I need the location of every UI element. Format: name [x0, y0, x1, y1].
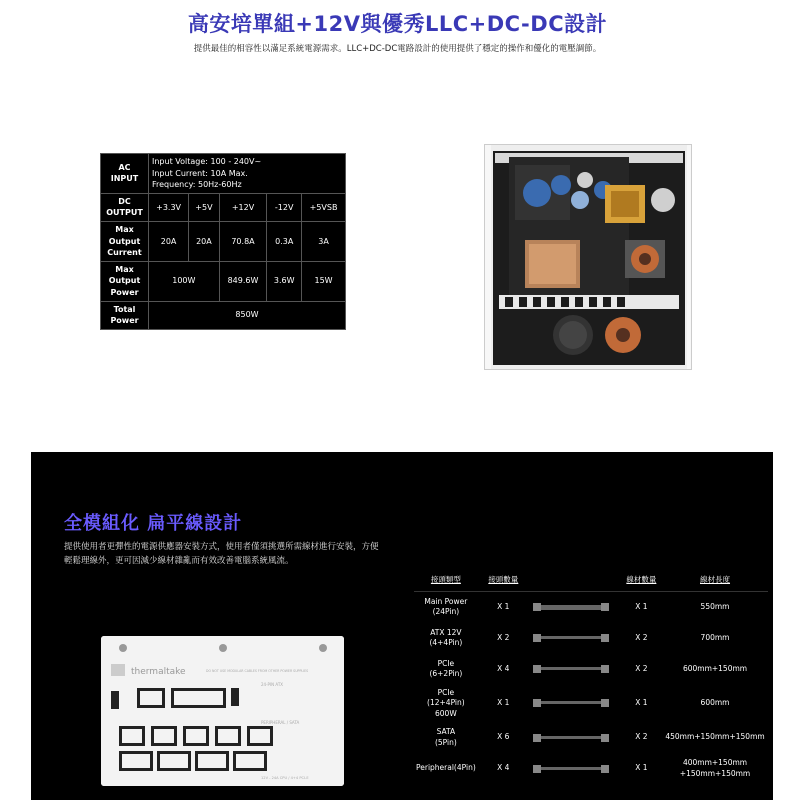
cable-icon: [531, 695, 611, 711]
spec-ac-line: Input Voltage: 100 - 240V~: [152, 157, 262, 166]
psu-back-atx-label: 24-PIN ATX: [261, 682, 283, 687]
spec-row-ac: [101, 154, 346, 194]
spec-ac-line: Input Current: 10A Max.: [152, 168, 248, 178]
spec-dc-col: -12V: [267, 193, 302, 221]
spec-dc-col: +12V: [219, 193, 267, 221]
cable-connector-count: X 1: [497, 698, 510, 707]
cable-header-image: [529, 570, 621, 592]
spec-total: 850W: [149, 301, 346, 329]
spec-row-dc: [101, 193, 346, 221]
cable-row: [414, 753, 768, 784]
cable-length: 450mm+150mm+150mm: [665, 732, 765, 742]
spec-dc-col: +3.3V: [149, 193, 189, 221]
modular-section: [31, 452, 773, 800]
spec-head-power: Max Output Power: [101, 261, 149, 301]
cable-icon: [531, 761, 611, 777]
psu-back-bottom-label: 12V - 24A CPU / 4+4 PCI-E: [261, 776, 309, 780]
cable-row: [414, 592, 768, 623]
cable-row: [414, 722, 768, 753]
cable-connector-count: X 1: [497, 602, 510, 611]
cable-name: PCIe (6+2Pin): [429, 658, 463, 678]
cable-length: 550mm: [700, 602, 730, 611]
cable-image: [529, 623, 621, 654]
cable-length: 400mm+150mm +150mm+150mm: [679, 758, 751, 778]
psu-modular-panel-photo: [101, 636, 344, 786]
cable-row: [414, 623, 768, 654]
cable-image: [529, 592, 621, 623]
spec-ac-line: Frequency: 50Hz-60Hz: [152, 180, 242, 190]
spec-row-total: [101, 301, 346, 329]
cable-name: SATA (5Pin): [434, 727, 457, 747]
cable-header-row: [414, 570, 768, 592]
cable-count: X 1: [635, 602, 648, 611]
cable-icon: [531, 599, 611, 615]
spec-power-12: 849.6W: [219, 261, 267, 301]
cable-length: 600mm: [700, 698, 730, 707]
spec-current: 20A: [149, 221, 189, 261]
spec-row-current: [101, 221, 346, 261]
spec-head-ac: AC INPUT: [101, 154, 149, 194]
cable-connector-count: X 2: [497, 632, 510, 642]
spec-current: 0.3A: [267, 221, 302, 261]
cable-row: [414, 685, 768, 723]
spec-dc-col: +5VSB: [302, 193, 346, 221]
cable-icon: [531, 630, 611, 646]
cable-header-type: 接頭類型: [414, 570, 478, 592]
spec-head-dc: DC OUTPUT: [101, 193, 149, 221]
cable-icon: [531, 730, 611, 746]
spec-row-power: [101, 261, 346, 301]
cable-length: 600mm+150mm: [682, 663, 748, 673]
spec-head-total: Total Power: [101, 301, 149, 329]
cable-image: [529, 685, 621, 723]
cable-header-qty: 線材數量: [621, 570, 662, 592]
cable-count: X 2: [635, 632, 648, 642]
cable-name: PCIe (12+4Pin) 600W: [427, 687, 465, 718]
cable-length: 700mm: [700, 632, 730, 642]
cable-header-conn: 接頭數量: [478, 570, 529, 592]
spec-dc-col: +5V: [189, 193, 220, 221]
spec-power-35: 100W: [149, 261, 220, 301]
spec-current: 3A: [302, 221, 346, 261]
cable-name: Peripheral(4Pin): [416, 763, 476, 773]
cable-count: X 1: [635, 763, 648, 773]
spec-ac-values: [149, 154, 346, 194]
cable-table: [414, 570, 768, 784]
spec-head-current: Max Output Current: [101, 221, 149, 261]
cable-header-length: 線材長度: [662, 570, 768, 592]
modular-description: 提供使用者更彈性的電源供應器安裝方式，使用者僅須挑選所需線材進行安裝，方便輕鬆理線外，更可因減少線材雜亂而有效改善電腦系統風流。: [64, 542, 379, 566]
cable-connector-count: X 4: [497, 663, 510, 673]
cable-image: [529, 654, 621, 685]
modular-title: 全模組化 扁平線設計: [64, 513, 243, 534]
cable-connector-count: X 6: [497, 732, 510, 742]
cable-connector-count: X 4: [497, 763, 510, 773]
cable-image: [529, 753, 621, 784]
cable-count: X 2: [635, 732, 648, 742]
hero-title: 高安培單組+12V與優秀LLC+DC-DC設計: [187, 12, 608, 36]
psu-back-peripheral-label: PERIPHERAL / SATA: [261, 720, 300, 725]
psu-back-brand: thermaltake: [131, 667, 186, 677]
spec-current: 20A: [189, 221, 220, 261]
psu-internal-photo: [484, 144, 692, 370]
hero-subtitle: 提供最佳的相容性以滿足系統電源需求。LLC+DC-DC電路設計的使用提供了穩定的操作和優化的電壓調節。: [193, 44, 602, 54]
spec-table: [100, 153, 346, 330]
cable-name: ATX 12V (4+4Pin): [429, 627, 463, 647]
spec-current: 70.8A: [219, 221, 267, 261]
cable-count: X 1: [635, 698, 648, 707]
cable-image: [529, 722, 621, 753]
psu-back-warning: DO NOT USE MODULAR CABLES FROM OTHER POWER SUPPLIES: [206, 669, 309, 673]
spec-power-5vsb: 15W: [302, 261, 346, 301]
cable-count: X 2: [635, 663, 648, 673]
spec-power-n12: 3.6W: [267, 261, 302, 301]
cable-name: Main Power (24Pin): [424, 596, 468, 617]
cable-icon: [531, 661, 611, 677]
cable-row: [414, 654, 768, 685]
